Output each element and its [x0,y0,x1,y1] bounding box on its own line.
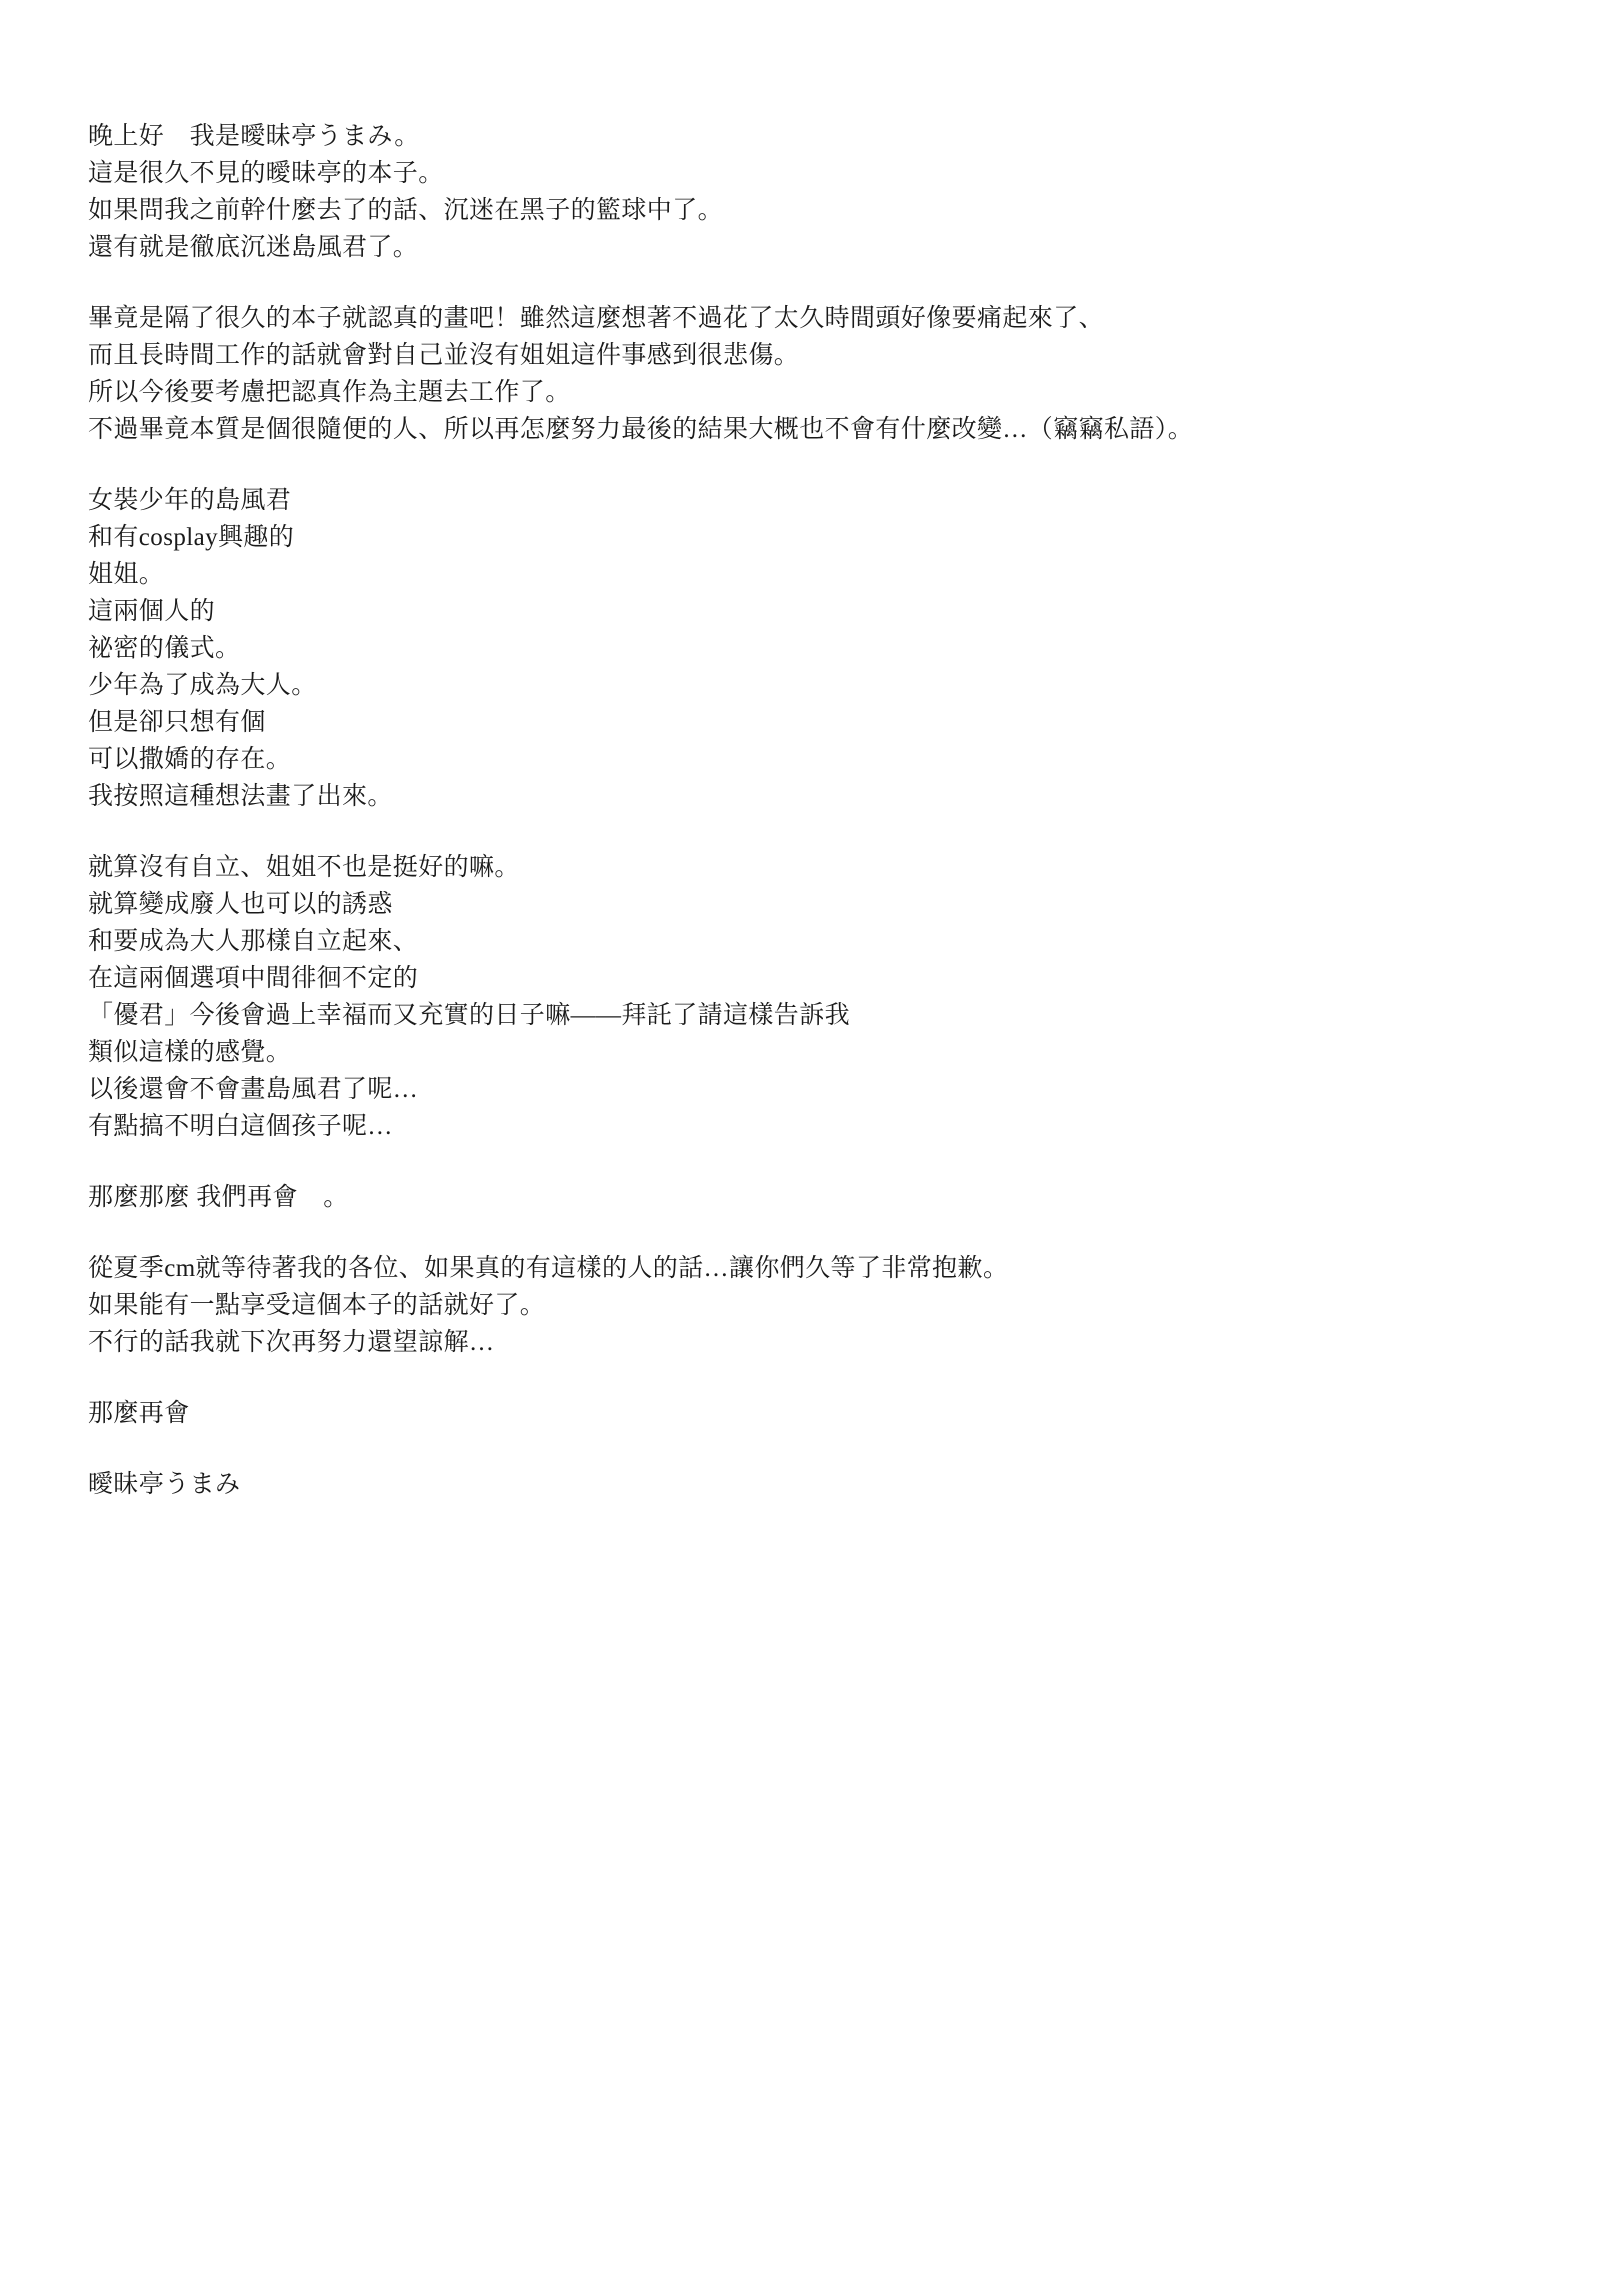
text-line: 有點搞不明白這個孩子呢… [88,1113,393,1140]
text-line: 可以撒嬌的存在。 [88,746,292,773]
paragraph-reflection [88,849,1468,1145]
text-line: 如果能有一點享受這個本子的話就好了。 [88,1292,546,1319]
paragraph-thanks [88,1250,1468,1361]
text-line: 女裝少年的島風君 [88,487,292,514]
signature [88,1466,1468,1503]
paragraph-greeting [88,118,1468,266]
afterword-text-block [88,118,1468,1503]
author-name: 曖昧亭うまみ [88,1471,241,1498]
text-line: 在這兩個選項中間徘徊不定的 [88,965,419,992]
text-line: 但是卻只想有個 [88,709,266,736]
text-line: 不行的話我就下次再努力還望諒解… [88,1329,495,1356]
text-line: 少年為了成為大人。 [88,672,317,699]
text-line: 而且長時間工作的話就會對自己並沒有姐姐這件事感到很悲傷。 [88,342,800,369]
text-line: 姐姐。 [88,561,165,588]
paragraph-farewell-first [88,1179,1468,1216]
text-line: 這是很久不見的曖昧亭的本子。 [88,160,444,187]
text-line: 類似這樣的感覺。 [88,1039,292,1066]
text-line: 祕密的儀式。 [88,635,241,662]
text-line: 和有cosplay興趣的 [88,524,295,551]
text-line: 就算變成廢人也可以的誘惑 [88,891,393,918]
text-line: 還有就是徹底沉迷島風君了。 [88,234,419,261]
text-line: 這兩個人的 [88,598,216,625]
text-line: 「優君」今後會過上幸福而又充實的日子嘛——拜託了請這樣告訴我 [88,1002,851,1029]
text-line: 和要成為大人那樣自立起來、 [88,928,419,955]
text-line: 畢竟是隔了很久的本子就認真的畫吧！雖然這麼想著不過花了太久時間頭好像要痛起來了、 [88,305,1105,332]
paragraph-making-of [88,300,1468,448]
text-line: 晚上好 我是曖昧亭うまみ。 [88,123,420,150]
paragraph-farewell-second [88,1395,1468,1432]
text-line: 所以今後要考慮把認真作為主題去工作了。 [88,379,571,406]
text-line: 從夏季cm就等待著我的各位、如果真的有這樣的人的話…讓你們久等了非常抱歉。 [88,1255,1009,1282]
text-line: 以後還會不會畫島風君了呢… [88,1076,419,1103]
text-line: 就算沒有自立、姐姐不也是挺好的嘛。 [88,854,520,881]
paragraph-premise [88,482,1468,815]
text-line: 如果問我之前幹什麼去了的話、沉迷在黑子的籃球中了。 [88,197,724,224]
text-line: 那麼那麼 我們再會 。 [88,1184,349,1211]
text-line: 不過畢竟本質是個很隨便的人、所以再怎麼努力最後的結果大概也不會有什麼改變…（竊竊私語）。 [88,416,1194,443]
text-line: 我按照這種想法畫了出來。 [88,783,393,810]
text-line: 那麼再會 [88,1400,190,1427]
